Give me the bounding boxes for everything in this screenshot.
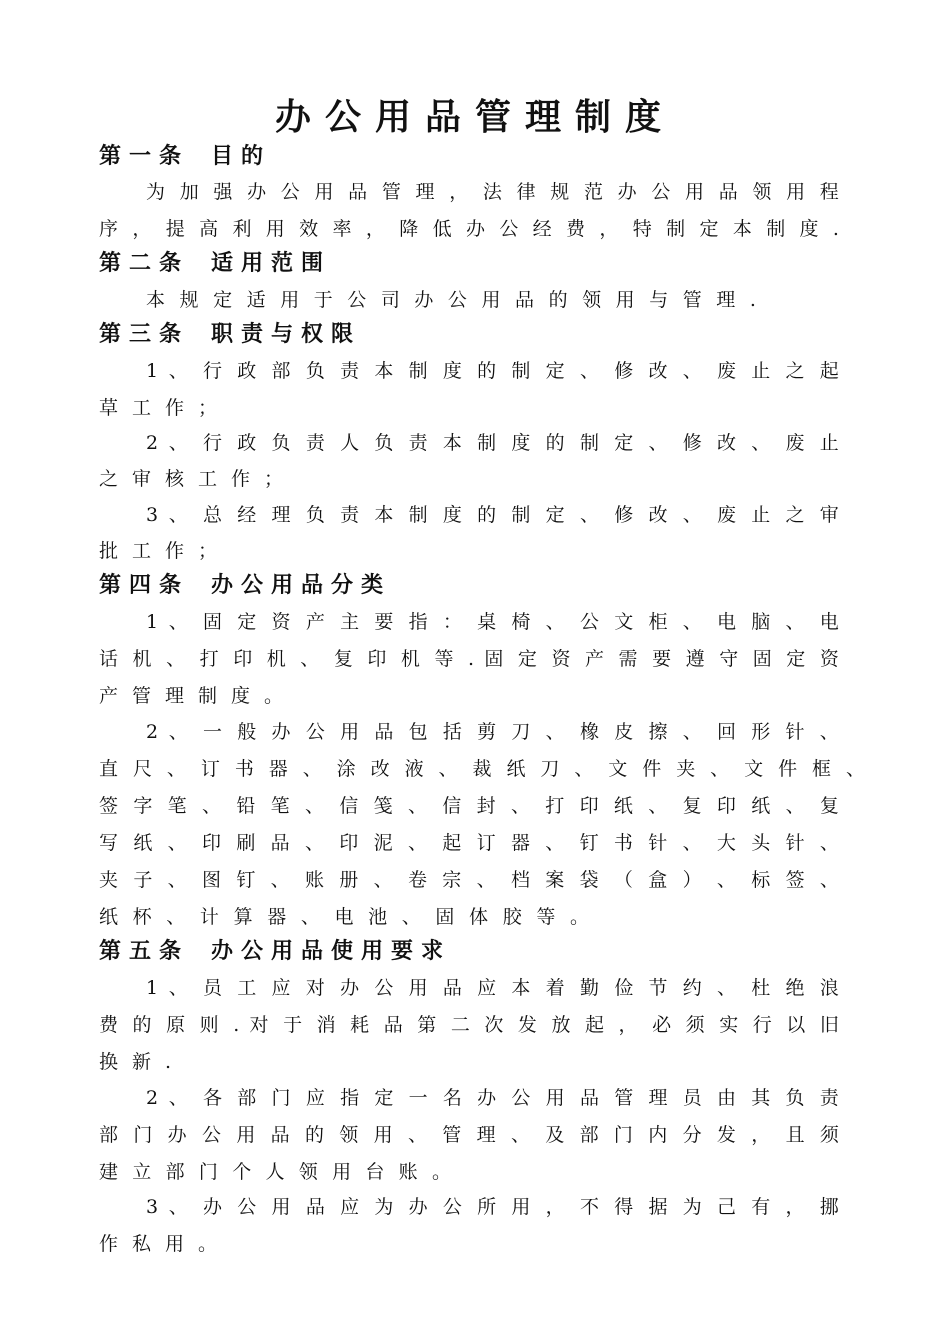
article-number: 第二条 xyxy=(99,251,190,276)
paragraph-line: 部 门 办 公 用 品 的 领 用 、 管 理 、 及 部 门 内 分 发 ， 且 须 xyxy=(99,1124,839,1146)
paragraph-line: 2 、 各 部 门 应 指 定 一 名 办 公 用 品 管 理 员 由 其 负 责 xyxy=(146,1087,839,1109)
document-title: 办公用品管理制度 xyxy=(274,97,675,138)
paragraph-line: 3 、 办 公 用 品 应 为 办 公 所 用 ， 不 得 据 为 己 有 ， 挪 xyxy=(146,1196,839,1218)
paragraph-line: 序 ， 提 高 利 用 效 率 ， 降 低 办 公 经 费 ， 特 制 定 本 制 度 . xyxy=(99,218,839,240)
article-number: 第四条 xyxy=(99,573,190,598)
paragraph-line: 换新. xyxy=(99,1051,186,1073)
paragraph-line: 夹 子 、 图 钉 、 账 册 、 卷 宗 、 档 案 袋 （ 盒 ） 、 标 签 、 xyxy=(99,869,839,891)
paragraph-line: 纸 杯 、 计 算 器 、 电 池 、 固 体 胶 等 。 xyxy=(99,906,589,928)
paragraph-line: 写 纸 、 印 刷 品 、 印 泥 、 起 订 器 、 钉 书 针 、 大 头 针 、 xyxy=(99,832,839,854)
article-number: 第五条 xyxy=(99,939,190,964)
paragraph-line: 签 字 笔 、 铅 笔 、 信 笺 、 信 封 、 打 印 纸 、 复 印 纸 、 复 xyxy=(99,795,839,817)
paragraph-line: 为 加 强 办 公 用 品 管 理 ， 法 律 规 范 办 公 用 品 领 用 程 xyxy=(146,181,839,203)
paragraph-line: 草工作； xyxy=(99,397,232,419)
article-title: 职责与权限 xyxy=(211,322,362,347)
paragraph-line: 费 的 原 则 . 对 于 消 耗 品 第 二 次 发 放 起 ， 必 须 实 行 以 旧 xyxy=(99,1014,839,1036)
paragraph-line: 话 机 、 打 印 机 、 复 印 机 等 . 固 定 资 产 需 要 遵 守 固 定 资 xyxy=(99,648,839,670)
article-title: 目的 xyxy=(211,144,272,169)
article-2-heading xyxy=(99,249,331,279)
article-1-heading xyxy=(99,142,271,172)
paragraph-line: 直 尺 、 订 书 器 、 涂 改 液 、 裁 纸 刀 、 文 件 夹 、 文 件 框 、 xyxy=(99,758,865,780)
article-3-heading xyxy=(99,320,361,350)
article-5-heading xyxy=(99,937,451,967)
paragraph-line: 1 、 行 政 部 负 责 本 制 度 的 制 定 、 修 改 、 废 止 之 起 xyxy=(146,360,839,382)
paragraph-line: 2 、 一 般 办 公 用 品 包 括 剪 刀 、 橡 皮 擦 、 回 形 针 、 xyxy=(146,721,839,743)
paragraph-line: 1 、 固 定 资 产 主 要 指 ： 桌 椅 、 公 文 柜 、 电 脑 、 电 xyxy=(146,611,839,633)
paragraph-line: 产管理制度。 xyxy=(99,685,298,707)
paragraph-line: 建 立 部 门 个 人 领 用 台 账 。 xyxy=(99,1161,451,1183)
paragraph-line: 之审核工作； xyxy=(99,468,298,490)
article-title: 办公用品分类 xyxy=(211,573,392,598)
paragraph-line: 本 规 定 适 用 于 公 司 办 公 用 品 的 领 用 与 管 理 . xyxy=(146,289,756,311)
article-title: 适用范围 xyxy=(211,251,332,276)
article-number: 第三条 xyxy=(99,322,190,347)
paragraph-line: 批工作； xyxy=(99,540,232,562)
paragraph-line: 3 、 总 经 理 负 责 本 制 度 的 制 定 、 修 改 、 废 止 之 审 xyxy=(146,504,839,526)
paragraph-line: 作私用。 xyxy=(99,1233,232,1255)
paragraph-line: 2 、 行 政 负 责 人 负 责 本 制 度 的 制 定 、 修 改 、 废 止 xyxy=(146,432,839,454)
article-4-heading xyxy=(99,571,391,601)
article-number: 第一条 xyxy=(99,144,190,169)
paragraph-line: 1 、 员 工 应 对 办 公 用 品 应 本 着 勤 俭 节 约 、 杜 绝 浪 xyxy=(146,977,839,999)
article-title: 办公用品使用要求 xyxy=(211,939,452,964)
